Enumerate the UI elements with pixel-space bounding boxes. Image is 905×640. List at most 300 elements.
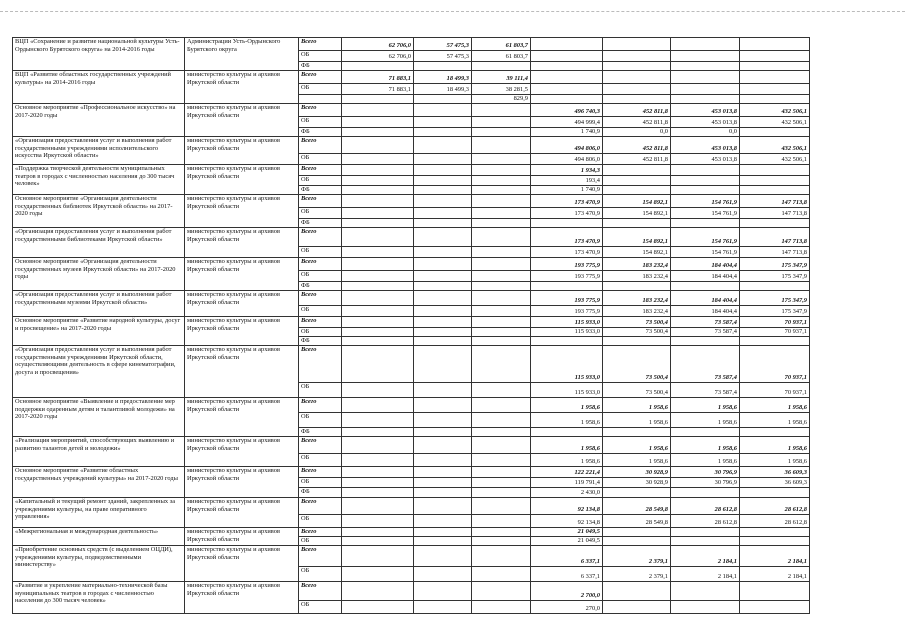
amount-cell bbox=[472, 258, 531, 271]
amount-cell bbox=[414, 195, 472, 208]
amount-cell bbox=[414, 437, 472, 454]
amount-cell bbox=[603, 219, 671, 228]
funding-source-cell: Всего bbox=[299, 546, 342, 567]
amount-cell bbox=[414, 137, 472, 154]
amount-cell bbox=[740, 176, 810, 186]
amount-cell bbox=[414, 186, 472, 195]
amount-cell: 494 999,4 bbox=[531, 117, 603, 128]
funding-source-cell: Всего bbox=[299, 582, 342, 601]
amount-cell: 70 937,1 bbox=[740, 383, 810, 398]
amount-cell: 73 500,4 bbox=[603, 328, 671, 337]
amount-cell: 183 232,4 bbox=[603, 306, 671, 317]
funding-source-cell: ОБ bbox=[299, 271, 342, 282]
activity-name-cell: Основное мероприятие «Выявление и предоставление мер поддержки одаренным детям и талантливой молодежи» на 2017-2020 годы bbox=[13, 398, 185, 437]
amount-cell: 2 184,1 bbox=[740, 567, 810, 582]
funding-source-cell: ОБ bbox=[299, 117, 342, 128]
funding-source-cell bbox=[299, 95, 342, 104]
amount-cell bbox=[414, 413, 472, 428]
amount-cell bbox=[472, 328, 531, 337]
amount-cell bbox=[342, 437, 414, 454]
amount-cell: 28 612,8 bbox=[671, 498, 740, 515]
amount-cell: 453 013,8 bbox=[671, 154, 740, 165]
amount-cell: 122 221,4 bbox=[531, 467, 603, 478]
funding-source-cell: ОБ bbox=[299, 515, 342, 528]
amount-cell: 1 958,6 bbox=[740, 454, 810, 467]
executor-cell: министерство культуры и архивов Иркутской области bbox=[185, 398, 299, 437]
amount-cell bbox=[472, 567, 531, 582]
amount-cell bbox=[342, 291, 414, 306]
amount-cell bbox=[603, 71, 671, 84]
amount-cell bbox=[472, 346, 531, 383]
amount-cell: 73 500,4 bbox=[603, 317, 671, 328]
amount-cell bbox=[342, 383, 414, 398]
funding-source-cell: ОБ bbox=[299, 154, 342, 165]
amount-cell bbox=[414, 498, 472, 515]
amount-cell bbox=[603, 601, 671, 614]
amount-cell: 1 958,6 bbox=[531, 437, 603, 454]
amount-cell bbox=[671, 176, 740, 186]
amount-cell: 1 958,6 bbox=[671, 454, 740, 467]
amount-cell bbox=[603, 186, 671, 195]
amount-cell bbox=[342, 454, 414, 467]
funding-source-cell: ФБ bbox=[299, 337, 342, 346]
budget-table bbox=[12, 37, 810, 614]
activity-name-cell: «Реализация мероприятий, способствующих выявлению и развитию талантов детей и молодежи» bbox=[13, 437, 185, 467]
amount-cell: 115 933,0 bbox=[531, 317, 603, 328]
amount-cell: 452 811,8 bbox=[603, 117, 671, 128]
executor-cell: министерство культуры и архивов Иркутской области bbox=[185, 546, 299, 582]
amount-cell bbox=[342, 247, 414, 258]
amount-cell bbox=[531, 38, 603, 51]
amount-cell bbox=[414, 282, 472, 291]
amount-cell bbox=[472, 454, 531, 467]
amount-cell bbox=[342, 137, 414, 154]
amount-cell: 175 347,9 bbox=[740, 271, 810, 282]
amount-cell bbox=[342, 601, 414, 614]
amount-cell: 62 706,0 bbox=[342, 38, 414, 51]
amount-cell bbox=[472, 228, 531, 247]
amount-cell: 119 791,4 bbox=[531, 478, 603, 488]
executor-cell: министерство культуры и архивов Иркутской области bbox=[185, 228, 299, 258]
funding-source-cell: Всего bbox=[299, 258, 342, 271]
amount-cell bbox=[740, 282, 810, 291]
amount-cell: 183 232,4 bbox=[603, 271, 671, 282]
activity-name-cell: «Капитальный и текущий ремонт зданий, закрепленных за учреждениями культуры, на праве оперативного управления» bbox=[13, 498, 185, 528]
amount-cell bbox=[414, 467, 472, 478]
amount-cell: 173 470,9 bbox=[531, 228, 603, 247]
amount-cell: 2 184,1 bbox=[671, 567, 740, 582]
amount-cell bbox=[671, 186, 740, 195]
amount-cell: 452 811,8 bbox=[603, 104, 671, 117]
amount-cell bbox=[472, 128, 531, 137]
amount-cell bbox=[472, 413, 531, 428]
activity-name-cell: «Поддержка творческой деятельности муниципальных театров в городах с численностью населения до 300 тысяч человек» bbox=[13, 165, 185, 195]
amount-cell bbox=[342, 117, 414, 128]
amount-cell bbox=[671, 528, 740, 537]
activity-name-cell: «Развитие и укрепление материально-технической базы муниципальных театров в городах с численностью населения до 300 тысяч человек» bbox=[13, 582, 185, 614]
funding-source-cell: Всего bbox=[299, 195, 342, 208]
funding-source-cell: ОБ bbox=[299, 306, 342, 317]
amount-cell: 494 806,0 bbox=[531, 137, 603, 154]
amount-cell bbox=[342, 467, 414, 478]
amount-cell: 115 933,0 bbox=[531, 328, 603, 337]
amount-cell bbox=[414, 601, 472, 614]
amount-cell bbox=[342, 528, 414, 537]
activity-name-cell: Основное мероприятие «Организация деятельности государственных музеев Иркутской области» на 2017-2020 годы bbox=[13, 258, 185, 291]
funding-source-cell: Всего bbox=[299, 38, 342, 51]
amount-cell bbox=[472, 104, 531, 117]
funding-source-cell: ОБ bbox=[299, 567, 342, 582]
amount-cell bbox=[342, 176, 414, 186]
amount-cell bbox=[342, 128, 414, 137]
amount-cell: 154 761,9 bbox=[671, 247, 740, 258]
amount-cell bbox=[671, 601, 740, 614]
amount-cell bbox=[472, 154, 531, 165]
amount-cell: 193,4 bbox=[531, 176, 603, 186]
amount-cell bbox=[414, 488, 472, 498]
amount-cell bbox=[414, 228, 472, 247]
amount-cell: 432 506,1 bbox=[740, 154, 810, 165]
amount-cell bbox=[414, 258, 472, 271]
amount-cell bbox=[342, 317, 414, 328]
amount-cell: 28 549,8 bbox=[603, 498, 671, 515]
amount-cell bbox=[472, 601, 531, 614]
amount-cell bbox=[740, 337, 810, 346]
amount-cell: 147 713,8 bbox=[740, 208, 810, 219]
amount-cell bbox=[414, 62, 472, 71]
funding-source-cell: Всего bbox=[299, 346, 342, 383]
funding-source-cell: Всего bbox=[299, 104, 342, 117]
funding-source-cell: ОБ bbox=[299, 84, 342, 95]
amount-cell: 432 506,1 bbox=[740, 137, 810, 154]
amount-cell bbox=[531, 51, 603, 62]
executor-cell: министерство культуры и архивов Иркутской области bbox=[185, 165, 299, 195]
amount-cell bbox=[342, 271, 414, 282]
amount-cell bbox=[414, 428, 472, 437]
funding-source-cell: ФБ bbox=[299, 428, 342, 437]
amount-cell bbox=[472, 437, 531, 454]
amount-cell bbox=[603, 176, 671, 186]
amount-cell: 184 404,4 bbox=[671, 271, 740, 282]
amount-cell bbox=[414, 383, 472, 398]
amount-cell: 18 499,3 bbox=[414, 71, 472, 84]
activity-name-cell: ВЦП «Развитие областных государственных учреждений культуры» на 2014-2016 годы bbox=[13, 71, 185, 104]
amount-cell: 1 958,6 bbox=[740, 398, 810, 413]
amount-cell bbox=[472, 291, 531, 306]
amount-cell: 432 506,1 bbox=[740, 104, 810, 117]
amount-cell: 1 958,6 bbox=[603, 437, 671, 454]
amount-cell: 154 761,9 bbox=[671, 195, 740, 208]
amount-cell bbox=[342, 186, 414, 195]
amount-cell bbox=[472, 306, 531, 317]
table-row bbox=[13, 546, 810, 567]
amount-cell: 2 700,0 bbox=[531, 582, 603, 601]
activity-name-cell: Основное мероприятие «Развитие народной культуры, досуг и просвещение» на 2017-2020 годы bbox=[13, 317, 185, 346]
amount-cell bbox=[472, 398, 531, 413]
executor-cell: министерство культуры и архивов Иркутской области bbox=[185, 258, 299, 291]
amount-cell: 453 013,8 bbox=[671, 137, 740, 154]
table-row bbox=[13, 228, 810, 247]
funding-source-cell: ОБ bbox=[299, 413, 342, 428]
amount-cell bbox=[671, 165, 740, 176]
amount-cell bbox=[472, 488, 531, 498]
amount-cell bbox=[472, 467, 531, 478]
amount-cell: 2 379,1 bbox=[603, 546, 671, 567]
executor-cell: министерство культуры и архивов Иркутской области bbox=[185, 317, 299, 346]
amount-cell bbox=[414, 582, 472, 601]
amount-cell bbox=[414, 398, 472, 413]
amount-cell: 70 937,1 bbox=[740, 317, 810, 328]
amount-cell bbox=[342, 582, 414, 601]
amount-cell: 154 761,9 bbox=[671, 228, 740, 247]
table-row bbox=[13, 317, 810, 328]
amount-cell: 270,0 bbox=[531, 601, 603, 614]
amount-cell: 1 934,3 bbox=[531, 165, 603, 176]
funding-source-cell: Всего bbox=[299, 498, 342, 515]
amount-cell bbox=[472, 337, 531, 346]
amount-cell: 494 806,0 bbox=[531, 154, 603, 165]
amount-cell: 70 937,1 bbox=[740, 346, 810, 383]
executor-cell: министерство культуры и архивов Иркутской области bbox=[185, 71, 299, 104]
table-row bbox=[13, 291, 810, 306]
amount-cell bbox=[671, 582, 740, 601]
amount-cell bbox=[414, 546, 472, 567]
amount-cell: 71 883,1 bbox=[342, 71, 414, 84]
amount-cell: 1 958,6 bbox=[531, 398, 603, 413]
executor-cell: министерство культуры и архивов Иркутской области bbox=[185, 104, 299, 137]
amount-cell bbox=[342, 478, 414, 488]
funding-source-cell: Всего bbox=[299, 291, 342, 306]
amount-cell bbox=[603, 62, 671, 71]
funding-source-cell: Всего bbox=[299, 528, 342, 537]
activity-name-cell: «Приобретение основных средств (с выделением ОЦДИ), учреждениями культуры, подведомственными министерству» bbox=[13, 546, 185, 582]
amount-cell bbox=[472, 247, 531, 258]
amount-cell bbox=[342, 413, 414, 428]
activity-name-cell: «Межрегиональная и международная деятельность» bbox=[13, 528, 185, 546]
amount-cell bbox=[472, 498, 531, 515]
amount-cell bbox=[472, 537, 531, 546]
amount-cell bbox=[342, 306, 414, 317]
amount-cell: 1 958,6 bbox=[671, 413, 740, 428]
amount-cell bbox=[740, 62, 810, 71]
amount-cell: 2 184,1 bbox=[740, 546, 810, 567]
amount-cell: 1 740,9 bbox=[531, 186, 603, 195]
amount-cell bbox=[603, 282, 671, 291]
amount-cell bbox=[342, 337, 414, 346]
amount-cell bbox=[472, 165, 531, 176]
amount-cell: 154 892,1 bbox=[603, 228, 671, 247]
amount-cell bbox=[342, 546, 414, 567]
amount-cell bbox=[740, 219, 810, 228]
amount-cell: 193 775,9 bbox=[531, 258, 603, 271]
amount-cell bbox=[531, 428, 603, 437]
activity-name-cell: Основное мероприятие «Профессиональное искусство» на 2017-2020 годы bbox=[13, 104, 185, 137]
amount-cell: 92 134,8 bbox=[531, 498, 603, 515]
amount-cell bbox=[472, 176, 531, 186]
table-row bbox=[13, 398, 810, 413]
amount-cell: 36 609,3 bbox=[740, 467, 810, 478]
amount-cell: 154 761,9 bbox=[671, 208, 740, 219]
amount-cell bbox=[671, 71, 740, 84]
amount-cell bbox=[671, 219, 740, 228]
amount-cell bbox=[342, 515, 414, 528]
amount-cell: 496 740,3 bbox=[531, 104, 603, 117]
amount-cell: 175 347,9 bbox=[740, 291, 810, 306]
amount-cell: 61 803,7 bbox=[472, 38, 531, 51]
amount-cell bbox=[740, 186, 810, 195]
amount-cell: 1 958,6 bbox=[671, 398, 740, 413]
amount-cell bbox=[342, 228, 414, 247]
table-row bbox=[13, 137, 810, 154]
amount-cell bbox=[671, 84, 740, 95]
amount-cell bbox=[472, 546, 531, 567]
amount-cell bbox=[740, 95, 810, 104]
table-row bbox=[13, 258, 810, 271]
amount-cell: 73 587,4 bbox=[671, 346, 740, 383]
amount-cell: 28 612,8 bbox=[740, 498, 810, 515]
activity-name-cell: «Организация предоставления услуг и выполнения работ государственными библиотеками Иркутской области» bbox=[13, 228, 185, 258]
amount-cell: 184 404,4 bbox=[671, 291, 740, 306]
amount-cell: 70 937,1 bbox=[740, 328, 810, 337]
amount-cell bbox=[603, 38, 671, 51]
amount-cell: 28 612,8 bbox=[740, 515, 810, 528]
amount-cell bbox=[414, 208, 472, 219]
amount-cell bbox=[740, 528, 810, 537]
amount-cell bbox=[342, 208, 414, 219]
funding-source-cell: ОБ bbox=[299, 383, 342, 398]
amount-cell: 1 958,6 bbox=[603, 413, 671, 428]
amount-cell: 38 281,5 bbox=[472, 84, 531, 95]
funding-source-cell: ФБ bbox=[299, 128, 342, 137]
amount-cell: 147 713,8 bbox=[740, 247, 810, 258]
executor-cell: министерство культуры и архивов Иркутской области bbox=[185, 346, 299, 398]
amount-cell bbox=[531, 84, 603, 95]
amount-cell bbox=[603, 337, 671, 346]
amount-cell bbox=[342, 346, 414, 383]
amount-cell bbox=[472, 478, 531, 488]
amount-cell bbox=[342, 258, 414, 271]
amount-cell bbox=[472, 137, 531, 154]
table-row bbox=[13, 71, 810, 84]
amount-cell: 2 184,1 bbox=[671, 546, 740, 567]
executor-cell: Администрации Усть-Ордынского Бурятского округа bbox=[185, 38, 299, 71]
amount-cell bbox=[740, 601, 810, 614]
amount-cell: 115 933,0 bbox=[531, 346, 603, 383]
funding-source-cell: ОБ bbox=[299, 176, 342, 186]
amount-cell bbox=[472, 383, 531, 398]
amount-cell bbox=[414, 247, 472, 258]
amount-cell bbox=[342, 488, 414, 498]
amount-cell bbox=[414, 117, 472, 128]
amount-cell: 154 892,1 bbox=[603, 247, 671, 258]
amount-cell bbox=[342, 165, 414, 176]
amount-cell bbox=[671, 337, 740, 346]
funding-source-cell: ФБ bbox=[299, 62, 342, 71]
amount-cell bbox=[603, 84, 671, 95]
amount-cell: 193 775,9 bbox=[531, 271, 603, 282]
amount-cell bbox=[342, 498, 414, 515]
activity-name-cell: «Организация предоставления услуг и выполнения работ государственными учреждениями Иркутской области, осуществляющими деятельность в сфере кинематографии, досуга и просвещения» bbox=[13, 346, 185, 398]
amount-cell bbox=[603, 582, 671, 601]
amount-cell bbox=[414, 346, 472, 383]
budget-table-page bbox=[12, 37, 809, 614]
amount-cell bbox=[414, 165, 472, 176]
table-row bbox=[13, 195, 810, 208]
amount-cell bbox=[414, 128, 472, 137]
amount-cell bbox=[531, 219, 603, 228]
amount-cell bbox=[740, 38, 810, 51]
amount-cell bbox=[342, 154, 414, 165]
amount-cell bbox=[342, 104, 414, 117]
amount-cell bbox=[740, 582, 810, 601]
amount-cell bbox=[740, 165, 810, 176]
activity-name-cell: Основное мероприятие «Организация деятельности государственных библиотек Иркутской области» на 2017-2020 годы bbox=[13, 195, 185, 228]
executor-cell: министерство культуры и архивов Иркутской области bbox=[185, 137, 299, 165]
executor-cell: министерство культуры и архивов Иркутской области bbox=[185, 528, 299, 546]
amount-cell bbox=[671, 38, 740, 51]
amount-cell bbox=[740, 428, 810, 437]
amount-cell: 147 713,8 bbox=[740, 195, 810, 208]
amount-cell bbox=[671, 488, 740, 498]
table-row bbox=[13, 346, 810, 383]
amount-cell: 1 740,9 bbox=[531, 128, 603, 137]
amount-cell: 1 958,6 bbox=[531, 413, 603, 428]
table-row bbox=[13, 165, 810, 176]
amount-cell bbox=[671, 51, 740, 62]
funding-source-cell: Всего bbox=[299, 398, 342, 413]
amount-cell bbox=[342, 428, 414, 437]
amount-cell: 453 013,8 bbox=[671, 104, 740, 117]
funding-source-cell: Всего bbox=[299, 467, 342, 478]
amount-cell bbox=[472, 282, 531, 291]
amount-cell bbox=[342, 567, 414, 582]
amount-cell: 1 958,6 bbox=[740, 413, 810, 428]
amount-cell: 154 892,1 bbox=[603, 195, 671, 208]
amount-cell bbox=[472, 219, 531, 228]
amount-cell bbox=[414, 104, 472, 117]
funding-source-cell: ОБ bbox=[299, 601, 342, 614]
amount-cell: 193 775,9 bbox=[531, 306, 603, 317]
amount-cell bbox=[472, 582, 531, 601]
amount-cell bbox=[671, 282, 740, 291]
amount-cell: 147 713,8 bbox=[740, 228, 810, 247]
amount-cell bbox=[414, 306, 472, 317]
amount-cell bbox=[472, 317, 531, 328]
executor-cell: министерство культуры и архивов Иркутской области bbox=[185, 195, 299, 228]
amount-cell: 453 013,8 bbox=[671, 117, 740, 128]
amount-cell bbox=[472, 186, 531, 195]
amount-cell bbox=[740, 537, 810, 546]
amount-cell bbox=[342, 219, 414, 228]
amount-cell: 62 706,0 bbox=[342, 51, 414, 62]
amount-cell bbox=[531, 95, 603, 104]
amount-cell: 73 587,4 bbox=[671, 317, 740, 328]
amount-cell bbox=[342, 398, 414, 413]
funding-source-cell: Всего bbox=[299, 317, 342, 328]
executor-cell: министерство культуры и архивов Иркутской области bbox=[185, 291, 299, 317]
amount-cell bbox=[414, 317, 472, 328]
amount-cell bbox=[671, 428, 740, 437]
amount-cell: 28 549,8 bbox=[603, 515, 671, 528]
amount-cell bbox=[342, 537, 414, 546]
amount-cell bbox=[603, 428, 671, 437]
amount-cell bbox=[342, 95, 414, 104]
amount-cell bbox=[414, 95, 472, 104]
amount-cell: 0,0 bbox=[603, 128, 671, 137]
amount-cell bbox=[414, 291, 472, 306]
amount-cell: 184 404,4 bbox=[671, 306, 740, 317]
executor-cell: министерство культуры и архивов Иркутской области bbox=[185, 582, 299, 614]
